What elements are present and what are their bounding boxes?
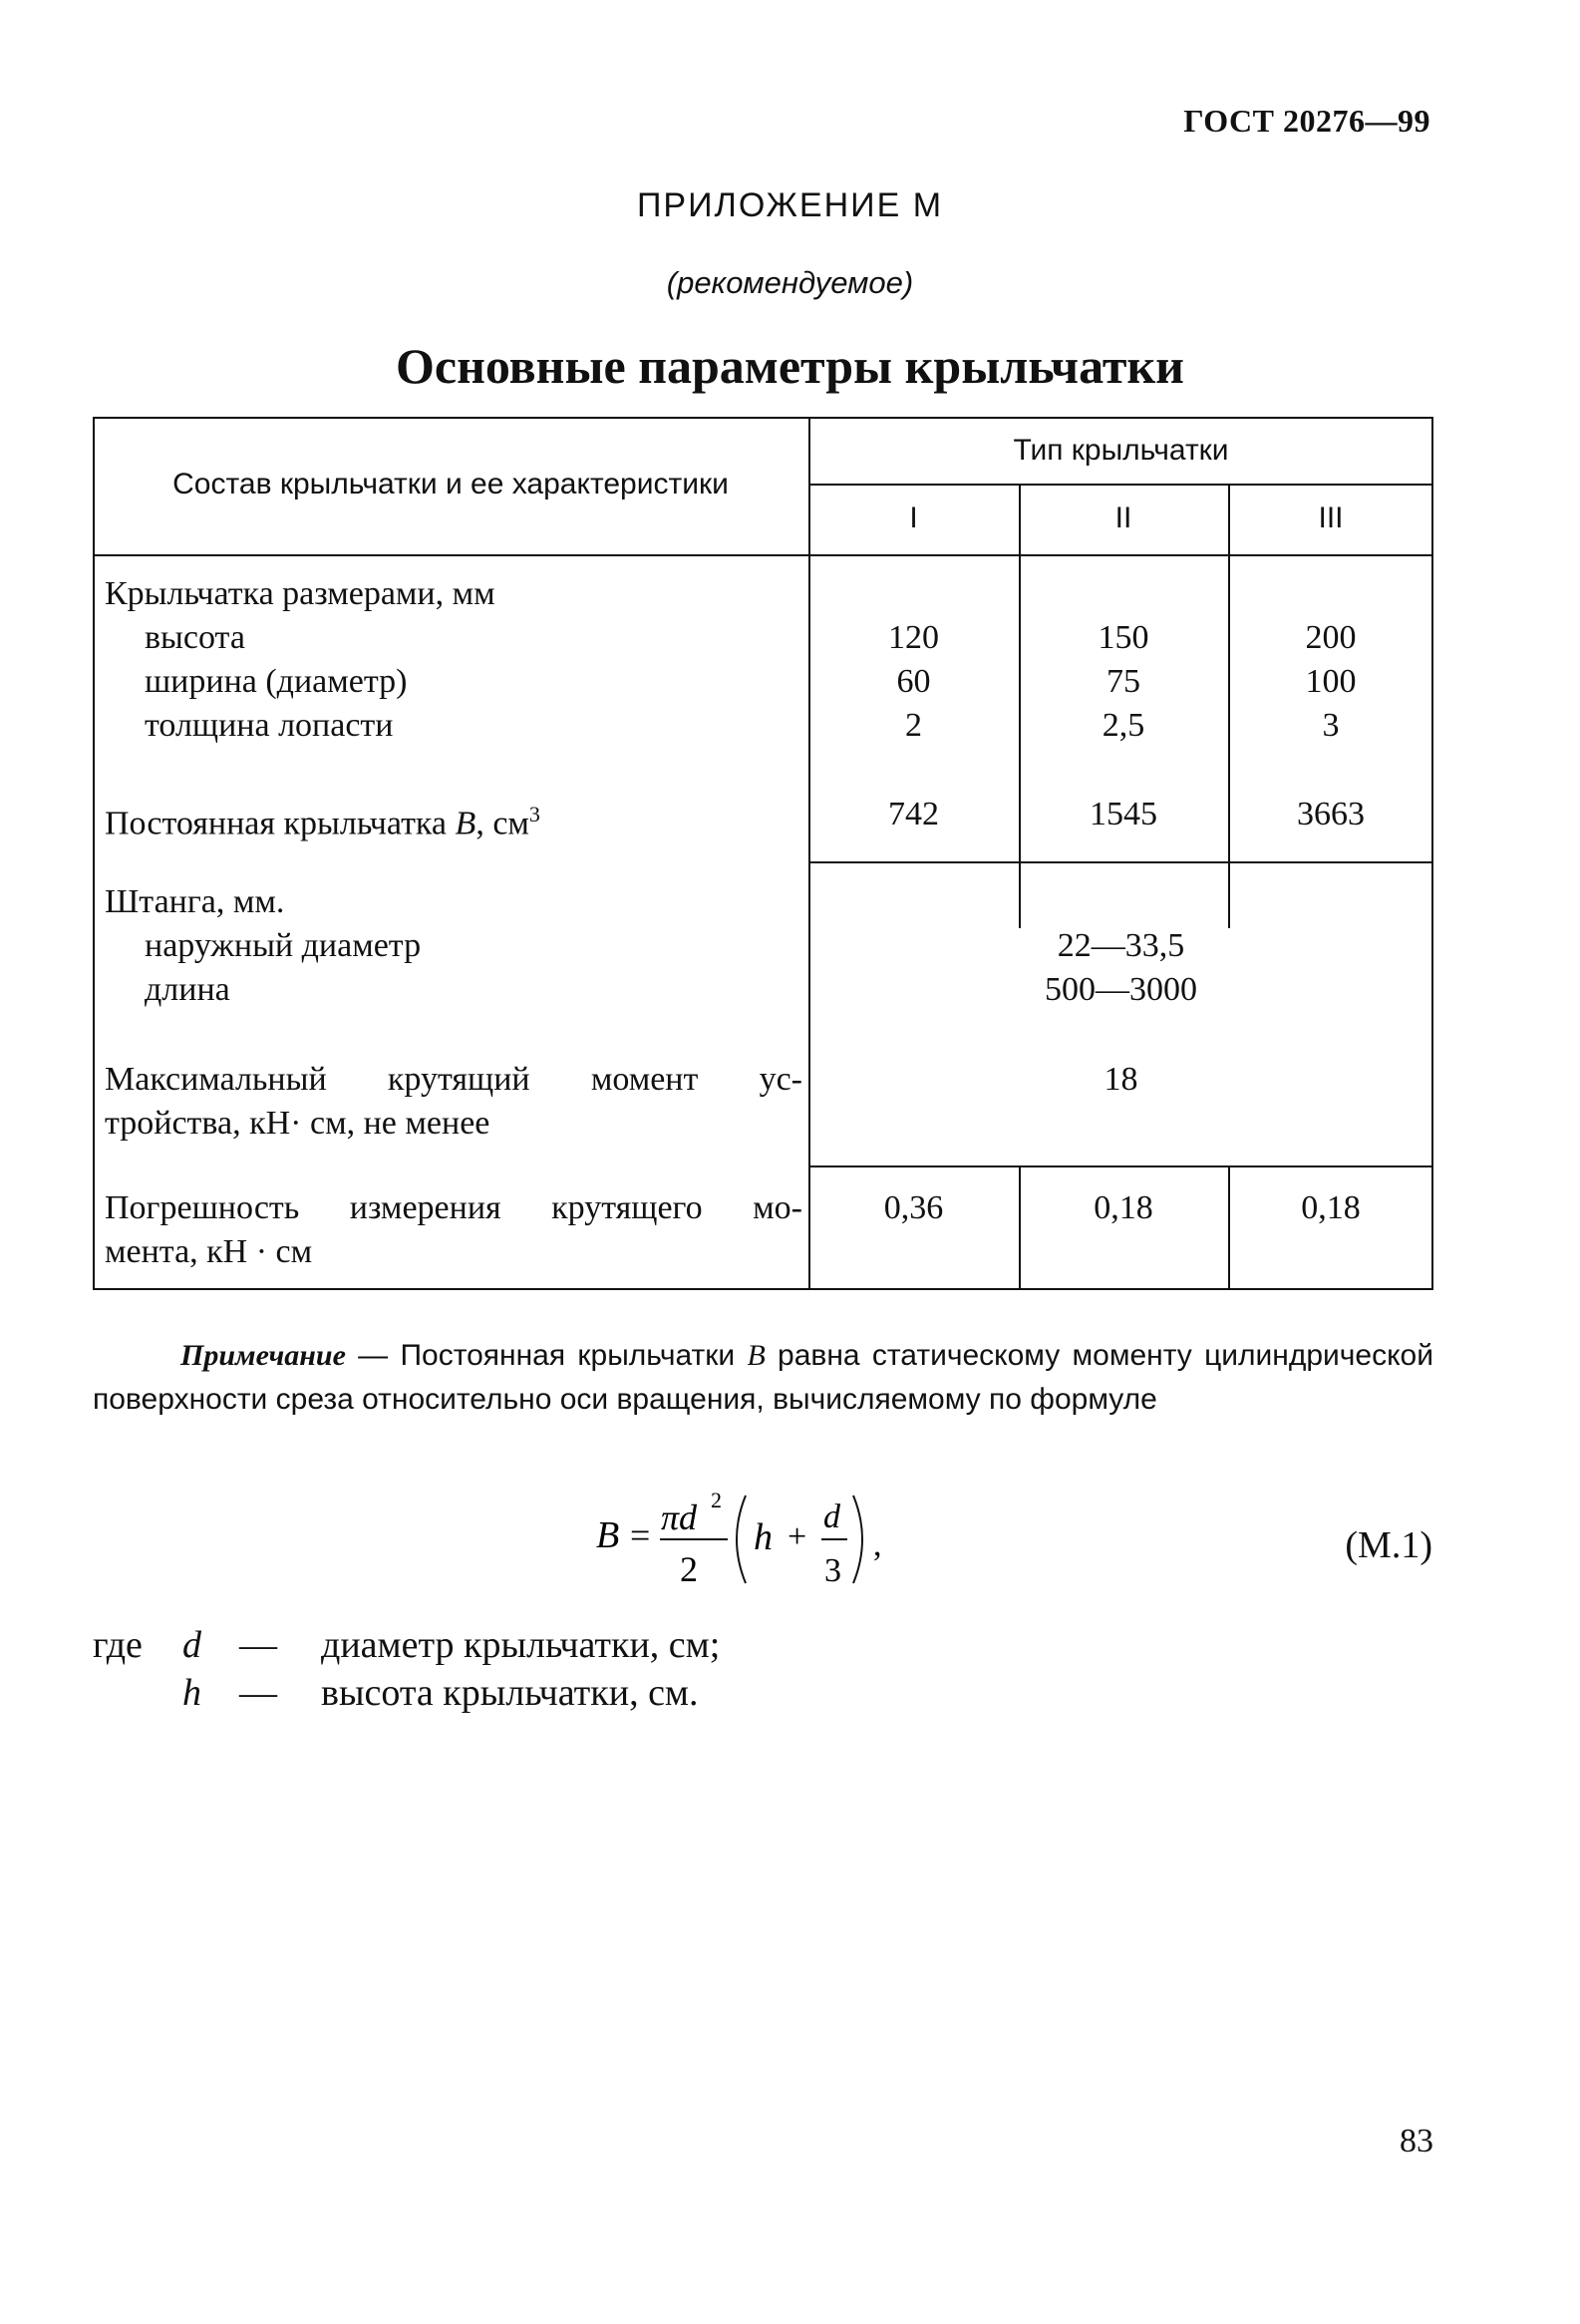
cell-thickness-ii: 2,5: [1102, 707, 1145, 744]
cell-constant-i: 742: [888, 796, 939, 832]
cell-length: 500—3000: [1045, 971, 1197, 1008]
row-label-error-line2: мента, кН · см: [105, 1233, 313, 1270]
table-border: [93, 417, 1433, 419]
row-label-size: Крыльчатка размерами, мм: [105, 575, 495, 612]
table-note: [93, 1334, 1433, 1422]
formula-numerator-exponent: 2: [711, 1488, 722, 1512]
appendix-subtitle: (рекомендуемое): [666, 265, 914, 300]
cell-constant-ii: 1545: [1090, 796, 1157, 832]
document-code: ГОСТ 20276—99: [1183, 103, 1430, 139]
formula-inner-denominator: 3: [824, 1552, 841, 1589]
header-type-group: Тип крыльчатки: [1013, 434, 1229, 467]
note-dash: —: [345, 1339, 401, 1372]
row-label-outer-diameter: наружный диаметр: [145, 927, 422, 964]
cell-constant-iii: 3663: [1297, 796, 1365, 832]
row-label-constant: [105, 793, 540, 845]
cell-error-ii: 0,18: [1094, 1189, 1153, 1226]
where-dash-d: —: [239, 1624, 277, 1666]
cell-width-iii: 100: [1305, 663, 1357, 700]
constant-label-text: Постоянная крыльчатка: [105, 805, 448, 842]
constant-unit-exponent: 3: [528, 802, 540, 827]
row-label-error-line1: Погрешность измерения крутящего мо-: [105, 1189, 802, 1226]
formula-m1: [596, 1484, 955, 1593]
cell-height-i: 120: [888, 619, 939, 656]
row-label-torque-line1: Максимальный крутящий момент ус-: [105, 1061, 802, 1098]
parameters-table: [93, 417, 1433, 1290]
cell-width-i: 60: [896, 663, 931, 700]
table-divider: [808, 1165, 1433, 1167]
cell-error-iii: 0,18: [1301, 1189, 1361, 1226]
note-text-after: равна статическому моменту цилиндрической поверхности среза относительно оси вращения, вычисляемому по формуле: [93, 1339, 1434, 1416]
row-label-rod: Штанга, мм.: [105, 883, 285, 920]
formula-denominator: 2: [680, 1549, 698, 1589]
row-label-width: ширина (диаметр): [145, 663, 408, 700]
header-type-i: I: [909, 501, 918, 534]
cell-height-iii: 200: [1305, 619, 1357, 656]
header-type-ii: II: [1114, 501, 1132, 534]
formula-comma: ,: [873, 1526, 882, 1563]
where-text-d: диаметр крыльчатки, см;: [321, 1624, 721, 1666]
row-label-torque-line2: тройства, кН· см, не менее: [105, 1105, 490, 1142]
cell-width-ii: 75: [1106, 663, 1140, 700]
cell-torque: 18: [1104, 1061, 1138, 1098]
table-divider: [808, 861, 1433, 863]
formula-lhs: B: [596, 1514, 620, 1556]
formula-h: h: [754, 1516, 773, 1558]
formula-numerator: πd: [661, 1497, 698, 1537]
page-number: 83: [1400, 2123, 1433, 2159]
where-symbol-d: d: [182, 1624, 201, 1666]
table-divider: [93, 554, 1433, 556]
where-dash-h: —: [239, 1672, 277, 1714]
note-text-before: Постоянная крыльчатки: [400, 1339, 748, 1372]
cell-thickness-iii: 3: [1322, 707, 1340, 744]
header-composition: Состав крыльчатки и ее характеристики: [172, 468, 729, 500]
row-label-thickness: толщина лопасти: [145, 707, 394, 744]
header-type-iii: III: [1318, 501, 1344, 534]
formula-inner-numerator: d: [823, 1498, 840, 1535]
table-border: [93, 1288, 1433, 1290]
table-border: [93, 417, 95, 1290]
constant-unit: , см: [475, 805, 529, 842]
cell-error-i: 0,36: [883, 1189, 944, 1226]
formula-plus: +: [788, 1518, 807, 1555]
where-symbol-h: h: [182, 1672, 201, 1714]
formula-number: (М.1): [1345, 1524, 1432, 1566]
formula-equals: =: [630, 1515, 651, 1555]
table-divider: [808, 417, 810, 1290]
row-label-length: длина: [145, 971, 230, 1008]
where-text-h: высота крыльчатки, см.: [321, 1672, 699, 1714]
note-label: Примечание: [180, 1339, 346, 1372]
note-symbol: B: [747, 1339, 766, 1372]
formula-left-paren: [737, 1495, 746, 1583]
table-border: [1431, 417, 1433, 1290]
formula-right-paren: [853, 1495, 862, 1583]
table-divider: [808, 484, 1433, 486]
where-intro: где: [93, 1624, 143, 1666]
cell-thickness-i: 2: [905, 707, 922, 744]
appendix-title: ПРИЛОЖЕНИЕ М: [636, 186, 944, 224]
row-label-height: высота: [145, 619, 245, 656]
cell-outer-diameter: 22—33,5: [1057, 927, 1185, 964]
cell-height-ii: 150: [1098, 619, 1149, 656]
page-title: Основные параметры крыльчатки: [396, 338, 1184, 394]
constant-symbol: B: [455, 805, 476, 842]
